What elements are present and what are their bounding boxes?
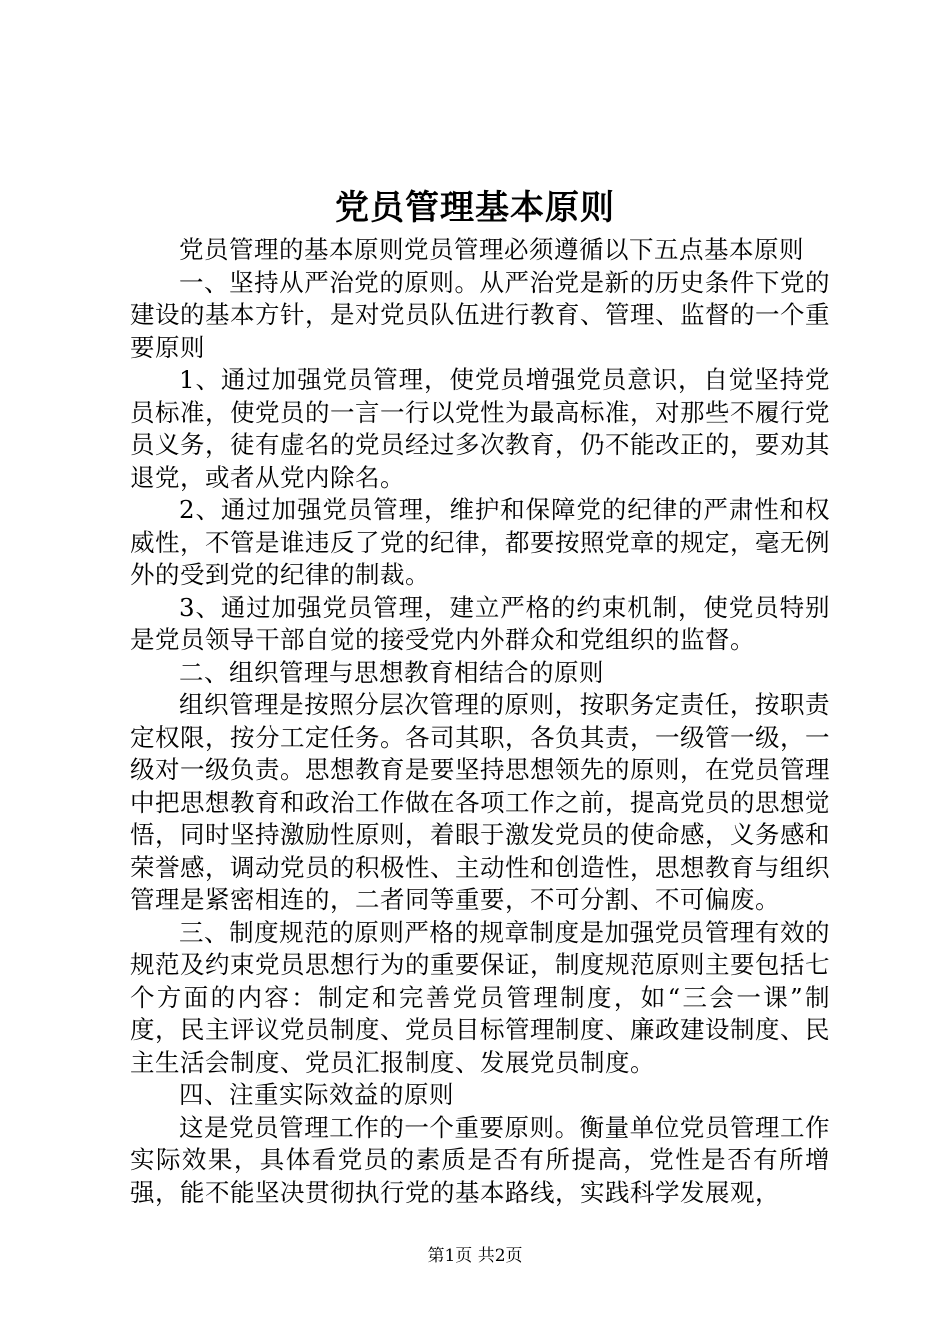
paragraph-item-1: 1、通过加强党员管理，使党员增强党员意识，自觉坚持党员标准，使党员的一言一行以党性为最高标准，对那些不履行党员义务，徒有虚名的党员经过多次教育，仍不能改正的，要劝其退党，或者从党内除名。 <box>130 365 830 492</box>
paragraph-item-2: 2、通过加强党员管理，维护和保障党的纪律的严肃性和权威性，不管是谁违反了党的纪律，都要按照党章的规定，毫无例外的受到党的纪律的制裁。 <box>130 495 830 589</box>
paragraph-principle-4: 四、注重实际效益的原则 <box>179 1080 454 1109</box>
paragraph-principle-3: 三、制度规范的原则严格的规章制度是加强党员管理有效的规范及约束党员思想行为的重要保证，制度规范原则主要包括七个方面的内容：制定和完善党员管理制度，如“三会一课”制度，民主评议党员制度、党员目标管理制度、廉政建设制度、民主生活会制度、党员汇报制度、发展党员制度。 <box>130 917 830 1077</box>
paragraph-item-3: 3、通过加强党员管理，建立严格的约束机制，使党员特别是党员领导干部自觉的接受党内外群众和党组织的监督。 <box>130 592 830 654</box>
paragraph-principle-2: 二、组织管理与思想教育相结合的原则 <box>179 657 604 687</box>
paragraph-principle-1: 一、坚持从严治党的原则。从严治党是新的历史条件下党的建设的基本方针，是对党员队伍进行教育、管理、监督的一个重要原则 <box>130 267 830 362</box>
paragraph-principle-4-body: 这是党员管理工作的一个重要原则。衡量单位党员管理工作实际效果，具体看党员的素质是否有所提高，党性是否有所增强，能不能坚决贯彻执行党的基本路线，实践科学发展观， <box>130 1112 830 1207</box>
paragraph-principle-2-body: 组织管理是按照分层次管理的原则，按职务定责任，按职责定权限，按分工定任务。各司其职，各负其责，一级管一级，一级对一级负责。思想教育是要坚持思想领先的原则，在党员管理中把思想教育和政治工作做在各项工作之前，提高党员的思想觉悟，同时坚持激励性原则，着眼于激发党员的使命感，义务感和荣誉感，调动党员的积极性、主动性和创造性，思想教育与组织管理是紧密相连的，二者同等重要，不可分割、不可偏废。 <box>130 690 830 914</box>
page-footer: 第1页 共2页 <box>427 1246 523 1266</box>
document-body <box>130 234 830 1209</box>
document-title: 党员管理基本原则 <box>335 188 615 228</box>
paragraph-intro: 党员管理的基本原则党员管理必须遵循以下五点基本原则 <box>179 235 804 264</box>
